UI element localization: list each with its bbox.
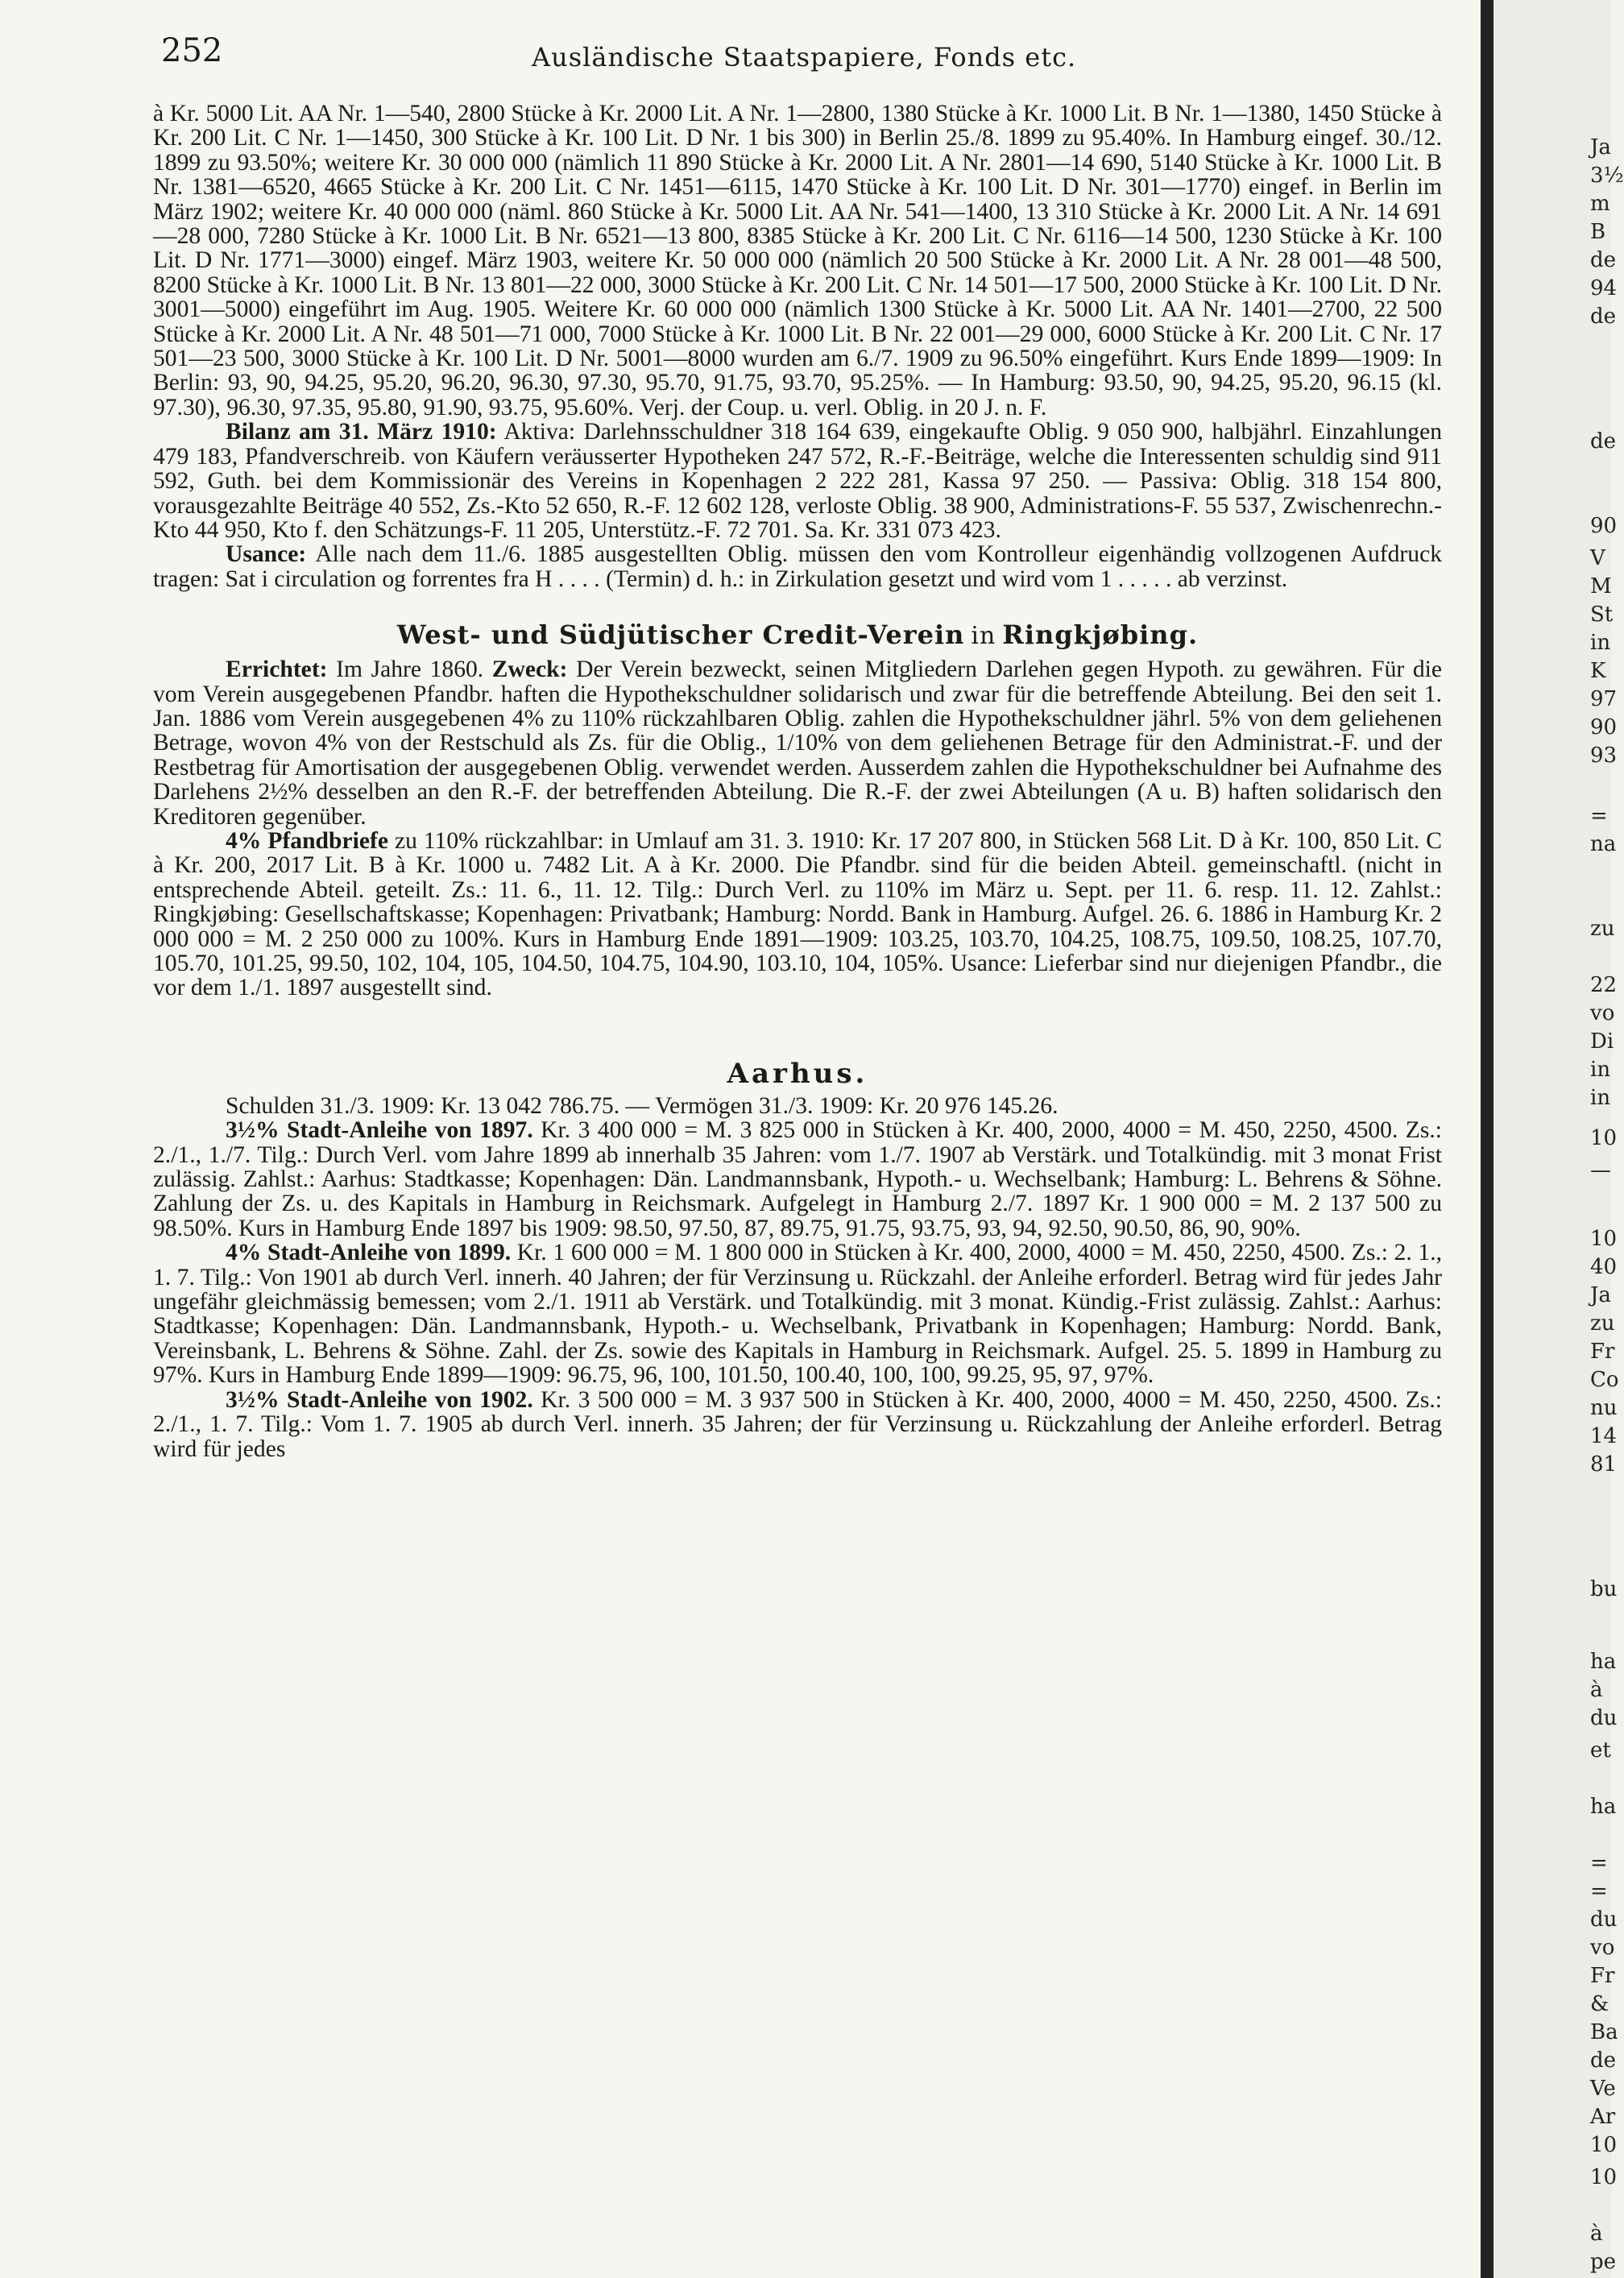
edge-fragment: — bbox=[1590, 1158, 1611, 1182]
edge-fragment: Ja bbox=[1590, 135, 1611, 159]
edge-fragment: Di bbox=[1590, 1029, 1614, 1054]
edge-fragment: à bbox=[1590, 1678, 1603, 1702]
anleihe-1899-paragraph bbox=[153, 1240, 1442, 1387]
edge-fragment: 10 bbox=[1590, 2165, 1618, 2189]
edge-fragment: Ba bbox=[1590, 2020, 1618, 2044]
edge-fragment: Ar bbox=[1590, 2105, 1616, 2129]
edge-fragment: pe bbox=[1590, 2250, 1617, 2274]
edge-fragment: in bbox=[1590, 1058, 1611, 1082]
anleihe-1902-label: 3½% Stadt-Anleihe von 1902. bbox=[226, 1386, 533, 1413]
usance-label: Usance: bbox=[226, 541, 307, 568]
edge-fragment: Fr bbox=[1590, 1340, 1615, 1364]
page-gutter bbox=[1481, 0, 1494, 2278]
bilanz-text: Aktiva: Darlehnsschuldner 318 164 639, eingekaufte Oblig. 9 050 900, halbjährl. Einzahlungen 479 183, Pfandverschreib. von Käufern veräusserter Hypotheken 247 572, R.-F.-Beiträge, welche die Interessenten schuldig sind 911 592, Guth. bei dem Kommissionär des Vereins in Kopenhagen 2 222 281, Kassa 97 250. — Passiva: Oblig. 318 154 800, vorausgezahlte Beiträge 40 552, Zs.-Kto 52 650, R.-F. 12 602 128, verloste Oblig. 38 900, Administrations-F. 55 537, Zwischenrechn.-Kto 44 950, Kto f. den Schätzungs-F. 11 205, Unterstütz.-F. 72 701. Sa. Kr. 331 073 423. bbox=[153, 419, 1443, 543]
edge-fragment: ha bbox=[1590, 1795, 1617, 1819]
edge-fragment: 22 bbox=[1590, 973, 1618, 997]
edge-fragment: V bbox=[1590, 546, 1605, 570]
edge-fragment: du bbox=[1590, 1907, 1618, 1932]
edge-fragment: de bbox=[1590, 429, 1617, 454]
edge-fragment: 10 bbox=[1590, 2133, 1618, 2157]
bilanz-label: Bilanz am 31. März 1910: bbox=[226, 419, 497, 445]
edge-fragment: 93 bbox=[1590, 743, 1618, 768]
edge-fragment: Fr bbox=[1590, 1964, 1615, 1988]
anleihe-1902-text: Kr. 3 500 000 = M. 3 937 500 in Stücken à Kr. 400, 2000, 4000 = M. 450, 2250, 4500. Zs.: 2./1., 1. 7. Tilg.: Vom 1. 7. 1905 ab durch Verl. innerh. 35 Jahren; der für Verzinsung u. Rückzahlung der Anleihe erforderl. Betrag wird für jedes bbox=[153, 1386, 1443, 1462]
usance-paragraph bbox=[153, 542, 1442, 591]
edge-fragment: 97 bbox=[1590, 687, 1618, 711]
pfandbriefe-label: 4% Pfandbriefe bbox=[226, 827, 388, 854]
edge-fragment: m bbox=[1590, 192, 1610, 216]
edge-fragment: 3½ bbox=[1590, 164, 1624, 188]
credit-verein-in: in bbox=[971, 622, 996, 651]
edge-fragment: à bbox=[1590, 2222, 1603, 2246]
edge-fragment: K bbox=[1590, 659, 1606, 683]
edge-fragment: zu bbox=[1590, 1311, 1615, 1336]
errichtet-text: Im Jahre 1860. bbox=[336, 656, 484, 683]
edge-fragment: 90 bbox=[1590, 715, 1618, 739]
edge-fragment: de bbox=[1590, 304, 1617, 329]
edge-fragment: ha bbox=[1590, 1650, 1617, 1674]
edge-fragment: St bbox=[1590, 603, 1614, 627]
edge-fragment: = bbox=[1590, 1879, 1608, 1903]
schulden-line: Schulden 31./3. 1909: Kr. 13 042 786.75. — Vermögen 31./3. 1909: Kr. 20 976 145.26. bbox=[226, 1092, 1058, 1119]
edge-fragment: 10 bbox=[1590, 1227, 1618, 1251]
edge-fragment: et bbox=[1590, 1738, 1611, 1762]
next-page-edge bbox=[1494, 0, 1624, 2278]
edge-fragment: vo bbox=[1590, 1001, 1615, 1025]
edge-fragment: 94 bbox=[1590, 276, 1618, 300]
edge-fragment: de bbox=[1590, 2048, 1617, 2073]
page-number: 252 bbox=[161, 32, 223, 69]
anleihe-1897-paragraph bbox=[153, 1118, 1442, 1240]
anleihe-1899-text: Kr. 1 600 000 = M. 1 800 000 in Stücken à Kr. 400, 2000, 4000 = M. 450, 2250, 4500. Zs.: 2. 1., 1. 7. Tilg.: Von 1901 ab durch Verl. innerh. 40 Jahren; der für Verzinsung u. Rückzahl. der Anleihe erforderl. Betrag wird für jedes Jahr ungefähr gleichmässig bemessen; vom 2./1. 1911 ab Verstärk. und Totalkündig. mit 3 monat. Kündig.-Frist zulässig. Zahlst.: Aarhus: Stadtkasse; Kopenhagen: Dän. Landmannsbank, Hypoth.- u. Wechselbank, Privatbank in Kopenhagen; Hamburg: Nordd. Bank, Vereinsbank, L. Behrens & Söhne. Zahl. der Zs. sowie des Kapitals in Hamburg in Reichsmark. Aufgel. 25. 5. 1899 in Hamburg zu 97%. Kurs in Hamburg Ende 1899—1909: 96.75, 96, 100, 101.50, 100.40, 100, 100, 99.25, 95, 97, 97%. bbox=[153, 1240, 1442, 1389]
edge-fragment: nu bbox=[1590, 1396, 1618, 1420]
zweck-label: Zweck: bbox=[491, 656, 568, 683]
edge-fragment: Ve bbox=[1590, 2077, 1616, 2101]
pfandbriefe-paragraph bbox=[153, 829, 1442, 1000]
errichtet-zweck-paragraph bbox=[153, 657, 1442, 829]
edge-fragment: 90 bbox=[1590, 514, 1618, 538]
edge-fragment: de bbox=[1590, 248, 1617, 272]
usance-text: Alle nach dem 11./6. 1885 ausgestellten Oblig. müssen den vom Kontrolleur eigenhändig vollzogenen Aufdruck tragen: Sat i circulation og forrentes fra H . . . . (Termin) d. h.: in Zirkulation gesetzt und wird vom 1 . . . . . ab verzinst. bbox=[153, 541, 1442, 592]
section-heading-credit-verein bbox=[153, 620, 1442, 651]
bilanz-paragraph bbox=[153, 420, 1442, 542]
page-body bbox=[153, 101, 1442, 1461]
edge-fragment: B bbox=[1590, 220, 1606, 244]
edge-fragment: M bbox=[1590, 574, 1612, 598]
edge-fragment: 81 bbox=[1590, 1452, 1618, 1477]
errichtet-label: Errichtet: bbox=[226, 656, 328, 683]
edge-fragment: & bbox=[1590, 1992, 1610, 2016]
edge-fragment: du bbox=[1590, 1706, 1618, 1730]
edge-fragment: na bbox=[1590, 832, 1617, 856]
edge-fragment: in bbox=[1590, 1086, 1611, 1110]
edge-fragment: Ja bbox=[1590, 1283, 1611, 1307]
edge-fragment: = bbox=[1590, 1851, 1608, 1875]
edge-fragment: 10 bbox=[1590, 1126, 1618, 1150]
edge-fragment: = bbox=[1590, 804, 1608, 828]
edge-fragment: zu bbox=[1590, 917, 1615, 941]
edge-fragment: vo bbox=[1590, 1936, 1615, 1960]
anleihe-1897-text: Kr. 3 400 000 = M. 3 825 000 in Stücken à Kr. 400, 2000, 4000 = M. 450, 2250, 4500. Zs.: 2./1., 1./7. Tilg.: Durch Verl. vom Jahre 1899 ab innerhalb 35 Jahren: vom 1./7. 1907 ab Verstärk. und Totalkündig. mit 3 monat Frist zulässig. Zahlst.: Aarhus: Stadtkasse; Kopenhagen: Dän. Landmannsbank, Hypoth.- u. Wechselbank; Hamburg: L. Behrens & Söhne. Zahlung der Zs. u. des Kapitals in Hamburg in Reichsmark. Aufgelegt in Hamburg 2./7. 1897 Kr. 1 900 000 = M. 2 137 500 zu 98.50%. Kurs in Hamburg Ende 1897 bis 1909: 98.50, 97.50, 87, 89.75, 91.75, 93.75, 93, 94, 92.50, 90.50, 86, 90, 90%. bbox=[153, 1117, 1443, 1241]
edge-fragment: Co bbox=[1590, 1368, 1619, 1392]
edge-fragment: 40 bbox=[1590, 1255, 1618, 1279]
running-title: Ausländische Staatspapiere, Fonds etc. bbox=[532, 42, 1077, 72]
edge-fragment: 14 bbox=[1590, 1424, 1618, 1448]
section-heading-aarhus: Aarhus. bbox=[727, 1057, 868, 1090]
anleihe-1899-label: 4% Stadt-Anleihe von 1899. bbox=[226, 1240, 512, 1266]
edge-fragment: in bbox=[1590, 631, 1611, 655]
anleihe-1902-paragraph bbox=[153, 1388, 1442, 1461]
credit-verein-title: West- und Südjütischer Credit-Verein bbox=[396, 619, 965, 651]
credit-verein-place: Ringkjøbing. bbox=[1002, 619, 1199, 651]
zweck-text: Der Verein bezweckt, seinen Mitgliedern Darlehen gegen Hypoth. zu gewähren. Für die vom Verein ausgegebenen Pfandbr. haften die Hypothekschuldner solidarisch und zwar für die betreffende Abteilung. Bei den seit 1. Jan. 1886 vom Verein ausgegebenen 4% zu 110% rückzahlbaren Oblig. zahlen die Hypothekschuldner jährl. 5% von dem geliehenen Betrage, wovon 4% von der Restschuld als Zs. für die Oblig., 1/10% von dem geliehenen Betrage für den Administrat.-F. und der Restbetrag für Amortisation der ausgegebenen Oblig. verwendet werden. Ausserdem zahlen die Hypothekschuldner bei Aufnahme des Darlehens 2½% desselben an den R.-F. der betreffenden Abteilung. Die R.-F. der zwei Abteilungen (A u. B) haften solidarisch den Kreditoren gegenüber. bbox=[153, 656, 1442, 830]
edge-fragment: bu bbox=[1590, 1577, 1618, 1601]
pfandbriefe-text: zu 110% rückzahlbar: in Umlauf am 31. 3. 1910: Kr. 17 207 800, in Stücken 568 Lit. D à Kr. 100, 850 Lit. C à Kr. 200, 2017 Lit. B à Kr. 1000 u. 7482 Lit. A à Kr. 2000. Die Pfandbr. sind für die beiden Abteil. gemeinschaftl. (nicht in entsprechende Abteil. geteilt. Zs.: 11. 6., 11. 12. Tilg.: Durch Verl. zu 110% im März u. Sept. per 11. 6. resp. 11. 12. Zahlst.: Ringkjøbing: Gesellschaftskasse; Kopenhagen: Privatbank; Hamburg: Nordd. Bank in Hamburg. Aufgel. 26. 6. 1886 in Hamburg Kr. 2 000 000 = M. 2 250 000 zu 100%. Kurs in Hamburg Ende 1891—1909: 103.25, 103.70, 104.25, 108.75, 109.50, 108.25, 107.70, 105.70, 101.25, 99.50, 102, 104, 105, 104.50, 104.75, 104.90, 103.10, 104, 105%. Usance: Lieferbar sind nur diejenigen Pfandbr., die vor dem 1./1. 1897 ausgestellt sind. bbox=[153, 827, 1442, 1001]
loan-continuation-paragraph: à Kr. 5000 Lit. AA Nr. 1—540, 2800 Stücke à Kr. 2000 Lit. A Nr. 1—2800, 1380 Stücke à Kr. 1000 Lit. B Nr. 1—1380, 1450 Stücke à Kr. 200 Lit. C Nr. 1—1450, 300 Stücke à Kr. 100 Lit. D Nr. 1 bis 300) in Berlin 25./8. 1899 zu 95.40%. In Hamburg eingef. 30./12. 1899 zu 93.50%; weitere Kr. 30 000 000 (nämlich 11 890 Stücke à Kr. 2000 Lit. A Nr. 2801—14 690, 5140 Stücke à Kr. 1000 Lit. B Nr. 1381—6520, 4665 Stücke à Kr. 200 Lit. C Nr. 1451—6115, 1470 Stücke à Kr. 100 Lit. D Nr. 301—1770) eingef. in Berlin im März 1902; weitere Kr. 40 000 000 (näml. 860 Stücke à Kr. 5000 Lit. AA Nr. 541—1400, 13 310 Stücke à Kr. 2000 Lit. A Nr. 14 691—28 000, 7280 Stücke à Kr. 1000 Lit. B Nr. 6521—13 800, 8385 Stücke à Kr. 200 Lit. C Nr. 6116—14 500, 1230 Stücke à Kr. 100 Lit. D Nr. 1771—3000) eingef. März 1903, weitere Kr. 50 000 000 (nämlich 20 500 Stücke à Kr. 2000 Lit. A Nr. 28 001—48 500, 8200 Stücke à Kr. 1000 Lit. B Nr. 13 801—22 000, 3000 Stücke à Kr. 200 Lit. C Nr. 14 501—17 500, 2000 Stücke à Kr. 100 Lit. D Nr. 3001—5000) eingeführt im Aug. 1905. Weitere Kr. 60 000 000 (nämlich 1300 Stücke à Kr. 5000 Lit. AA Nr. 1401—2700, 22 500 Stücke à Kr. 2000 Lit. A Nr. 48 501—71 000, 7000 Stücke à Kr. 1000 Lit. B Nr. 22 001—29 000, 6000 Stücke à Kr. 200 Lit. C Nr. 17 501—23 500, 3000 Stücke à Kr. 100 Lit. D Nr. 5001—8000 wurden am 6./7. 1909 zu 96.50% eingeführt. Kurs Ende 1899—1909: In Berlin: 93, 90, 94.25, 95.20, 96.20, 96.30, 97.30, 95.70, 91.75, 93.70, 95.25%. — In Hamburg: 93.50, 90, 94.25, 95.20, 96.15 (kl. 97.30), 96.30, 97.35, 95.80, 91.90, 93.75, 95.60%. Verj. der Coup. u. verl. Oblig. in 20 J. n. F. bbox=[153, 101, 1442, 420]
anleihe-1897-label: 3½% Stadt-Anleihe von 1897. bbox=[226, 1117, 533, 1144]
